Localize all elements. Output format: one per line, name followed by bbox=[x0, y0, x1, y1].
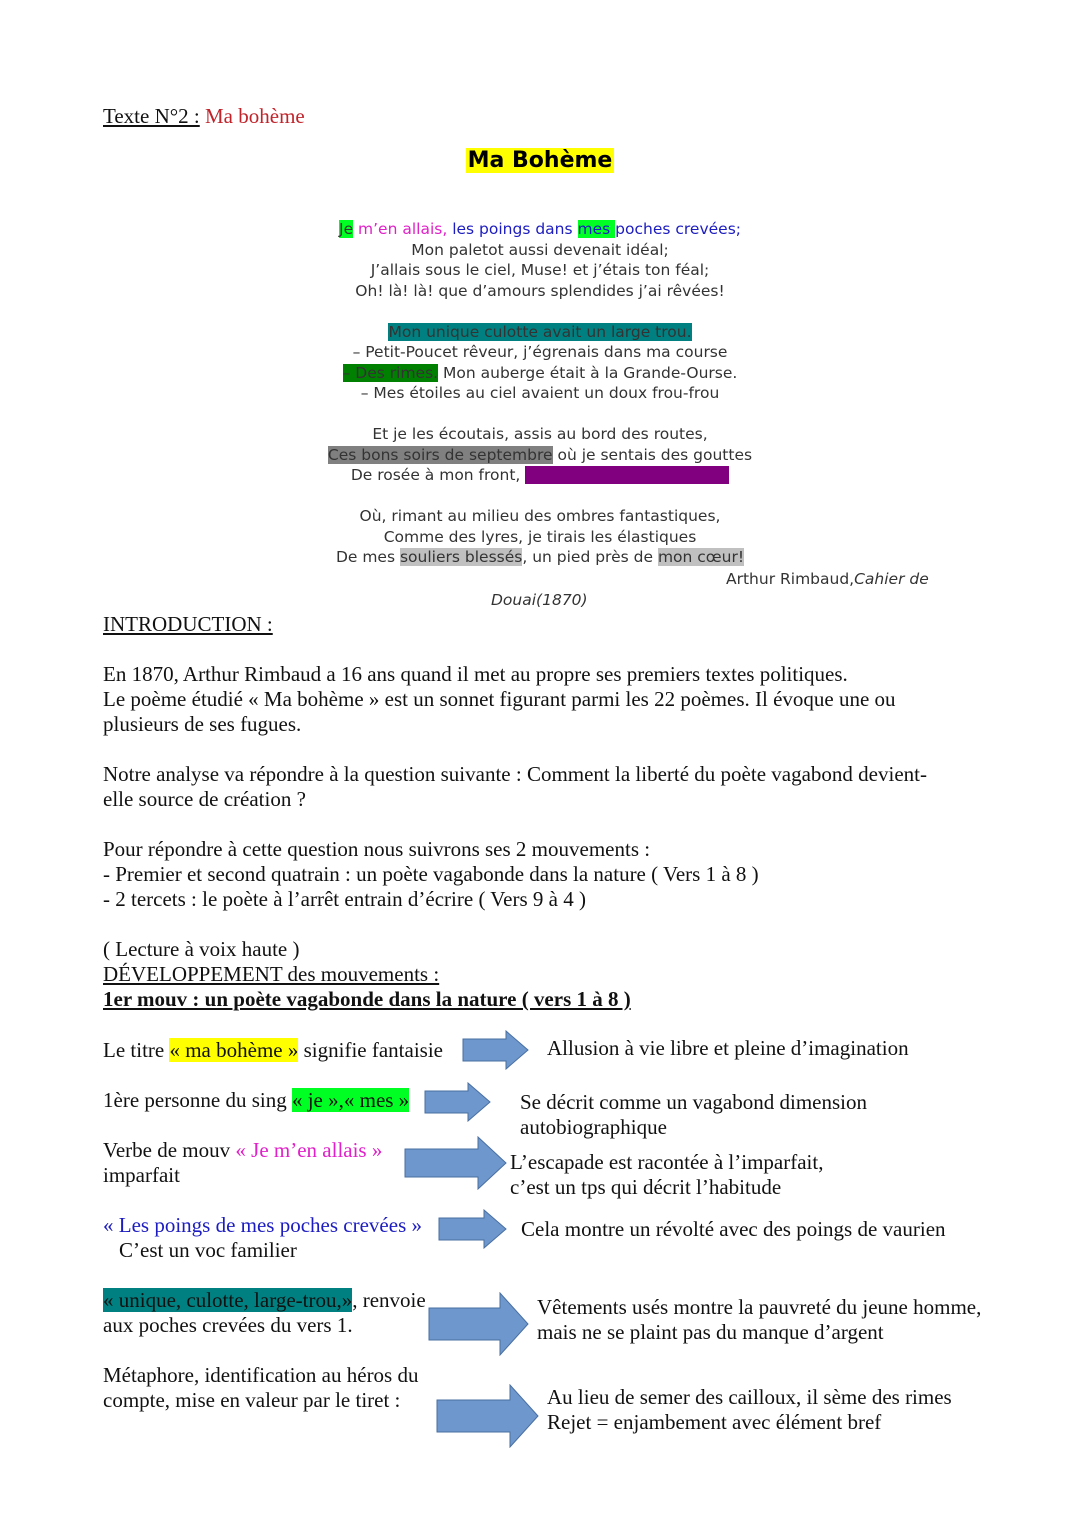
analysis-right-2 bbox=[520, 1090, 867, 1140]
poem-line bbox=[0, 547, 1080, 568]
poem-line bbox=[0, 465, 1080, 486]
author-name: Arthur Rimbaud, bbox=[726, 570, 855, 588]
poem-fragment: Mon auberge était à la Grande-Ourse. bbox=[438, 363, 738, 382]
intro-heading: INTRODUCTION : bbox=[103, 612, 273, 636]
poem-fragment: , un pied près de bbox=[522, 548, 658, 566]
poem-line: Et je les écoutais, assis au bord des routes, bbox=[372, 425, 708, 443]
poem-line: Oh! là! là! que d’amours splendides j’ai rêvées! bbox=[355, 281, 725, 300]
intro-question-line: Notre analyse va répondre à la question suivante : Comment la liberté du poète vagabond devient- bbox=[103, 762, 927, 786]
document-header bbox=[103, 104, 305, 129]
analysis-text: C’est un voc familier bbox=[119, 1238, 297, 1262]
analysis-left-4 bbox=[103, 1213, 422, 1263]
poem-line: Mon paletot aussi devenait idéal; bbox=[411, 240, 669, 259]
arrow-right-icon bbox=[424, 1082, 492, 1122]
analysis-text: Verbe de mouv bbox=[103, 1138, 236, 1162]
analysis-right-line: Vêtements usés montre la pauvreté du jeune homme, bbox=[537, 1295, 982, 1319]
analysis-right-line: Rejet = enjambement avec élément bref bbox=[547, 1410, 882, 1434]
analysis-right-line: L’escapade est racontée à l’imparfait, bbox=[510, 1150, 824, 1174]
poem bbox=[0, 219, 1080, 568]
introduction bbox=[103, 612, 983, 1012]
analysis-text: , renvoie bbox=[352, 1288, 426, 1312]
movement-1-heading: 1er mouv : un poète vagabonde dans la nature ( vers 1 à 8 ) bbox=[103, 987, 631, 1011]
analysis-text: compte, mise en valeur par le tiret : bbox=[103, 1388, 401, 1412]
analysis-right-6 bbox=[547, 1385, 952, 1435]
poem-title: Ma Bohème bbox=[467, 148, 613, 173]
poem-title-wrap bbox=[0, 148, 1080, 173]
intro-question-line: elle source de création ? bbox=[103, 787, 306, 811]
intro-plan-line: Pour répondre à cette question nous suivrons ses 2 mouvements : bbox=[103, 837, 651, 861]
poem-highlight-souliers: souliers blessés bbox=[399, 548, 523, 566]
analysis-right-1: Allusion à vie libre et pleine d’imagination bbox=[547, 1036, 909, 1060]
poem-highlight-vigueur: comme un vin de vigueur; bbox=[525, 466, 730, 484]
analysis-left-2 bbox=[103, 1088, 409, 1113]
analysis-left-1 bbox=[103, 1038, 443, 1063]
header-prefix: Texte N°2 : bbox=[103, 104, 200, 128]
poem-line bbox=[0, 363, 1080, 384]
intro-plan-line: - 2 tercets : le poète à l’arrêt entrain d’écrire ( Vers 9 à 4 ) bbox=[103, 887, 586, 911]
analysis-right-line: Se décrit comme un vagabond dimension bbox=[520, 1090, 868, 1114]
poem-fragment: où je sentais des gouttes bbox=[552, 445, 753, 464]
poem-line: – Petit-Poucet rêveur, j’égrenais dans ma course bbox=[352, 343, 728, 361]
header-title: Ma bohème bbox=[205, 104, 305, 128]
poem-fragment: De mes bbox=[335, 548, 400, 566]
analysis-right-line: c’est un tps qui décrit l’habitude bbox=[510, 1175, 782, 1199]
poem-highlight-je: Je bbox=[339, 220, 354, 238]
intro-plan-line: - Premier et second quatrain : un poète vagabonde dans la nature ( Vers 1 à 8 ) bbox=[103, 862, 759, 886]
analysis-highlight: « Je m’en allais » bbox=[235, 1138, 383, 1162]
analysis-text: Le titre bbox=[103, 1038, 170, 1062]
analysis-text: imparfait bbox=[103, 1163, 180, 1187]
poem-author bbox=[726, 570, 929, 588]
poem-highlight-mes: mes bbox=[577, 220, 616, 238]
poem-fragment: m’en allais, bbox=[353, 220, 448, 238]
analysis-highlight: « je »,« mes » bbox=[291, 1088, 410, 1112]
poem-line: Comme des lyres, je tirais les élastiques bbox=[383, 527, 697, 546]
poem-line: J’allais sous le ciel, Muse! et j’étais ton féal; bbox=[370, 261, 710, 279]
analysis-highlight: « ma bohème » bbox=[169, 1038, 299, 1062]
poem-highlight-rimes: – Des rimes. bbox=[342, 363, 439, 382]
analysis-highlight: « unique, culotte, large-trou,» bbox=[103, 1288, 353, 1312]
poem-fragment: De rosée à mon front, bbox=[350, 466, 526, 484]
development-heading: DÉVELOPPEMENT des mouvements : bbox=[103, 962, 440, 986]
intro-paragraph-line: En 1870, Arthur Rimbaud a 16 ans quand il met au propre ses premiers textes politiques. bbox=[103, 662, 848, 686]
source-part-1: Cahier de bbox=[854, 570, 929, 588]
poem-line bbox=[0, 322, 1080, 343]
intro-paragraph-line: Le poème étudié « Ma bohème » est un sonnet figurant parmi les 22 poèmes. Il évoque une ou bbox=[103, 687, 896, 711]
poem-line bbox=[0, 445, 1080, 466]
poem-line: – Mes étoiles au ciel avaient un doux frou-frou bbox=[360, 384, 720, 402]
analysis-text: Métaphore, identification au héros du bbox=[103, 1363, 419, 1387]
analysis-text: signifie fantaisie bbox=[298, 1038, 443, 1062]
poem-highlight-coeur: mon cœur! bbox=[657, 548, 745, 566]
analysis-right-line: Au lieu de semer des cailloux, il sème des rimes bbox=[547, 1385, 952, 1409]
poem-line bbox=[0, 219, 1080, 240]
arrow-right-icon bbox=[462, 1030, 530, 1070]
analysis-right-3 bbox=[510, 1150, 823, 1200]
analysis-left-3 bbox=[103, 1138, 382, 1188]
analysis-right-line: autobiographique bbox=[520, 1115, 667, 1139]
analysis-left-6 bbox=[103, 1363, 418, 1413]
analysis-text: aux poches crevées du vers 1. bbox=[103, 1313, 353, 1337]
analysis-right-line: mais ne se plaint pas du manque d’argent bbox=[537, 1320, 884, 1344]
arrow-right-icon bbox=[438, 1209, 508, 1249]
analysis-right-4: Cela montre un révolté avec des poings de vaurien bbox=[521, 1217, 946, 1241]
intro-paragraph-line: plusieurs de ses fugues. bbox=[103, 712, 302, 736]
poem-fragment: poches crevées; bbox=[615, 220, 741, 238]
arrow-right-icon bbox=[404, 1136, 508, 1190]
poem-line: Où, rimant au milieu des ombres fantastiques, bbox=[359, 507, 721, 525]
poem-highlight-culotte: Mon unique culotte avait un large trou. bbox=[388, 322, 692, 341]
arrow-right-icon bbox=[428, 1292, 530, 1356]
analysis-highlight: « Les poings de mes poches crevées » bbox=[103, 1213, 422, 1237]
analysis-text: 1ère personne du sing bbox=[103, 1088, 292, 1112]
analysis-left-5 bbox=[103, 1288, 426, 1338]
poem-highlight-septembre: Ces bons soirs de septembre bbox=[327, 445, 553, 464]
poem-source: Douai(1870) bbox=[491, 591, 588, 609]
analysis-right-5 bbox=[537, 1295, 981, 1345]
poem-fragment: les poings dans bbox=[447, 220, 578, 238]
reading-note: ( Lecture à voix haute ) bbox=[103, 937, 300, 961]
arrow-right-icon bbox=[436, 1384, 540, 1448]
